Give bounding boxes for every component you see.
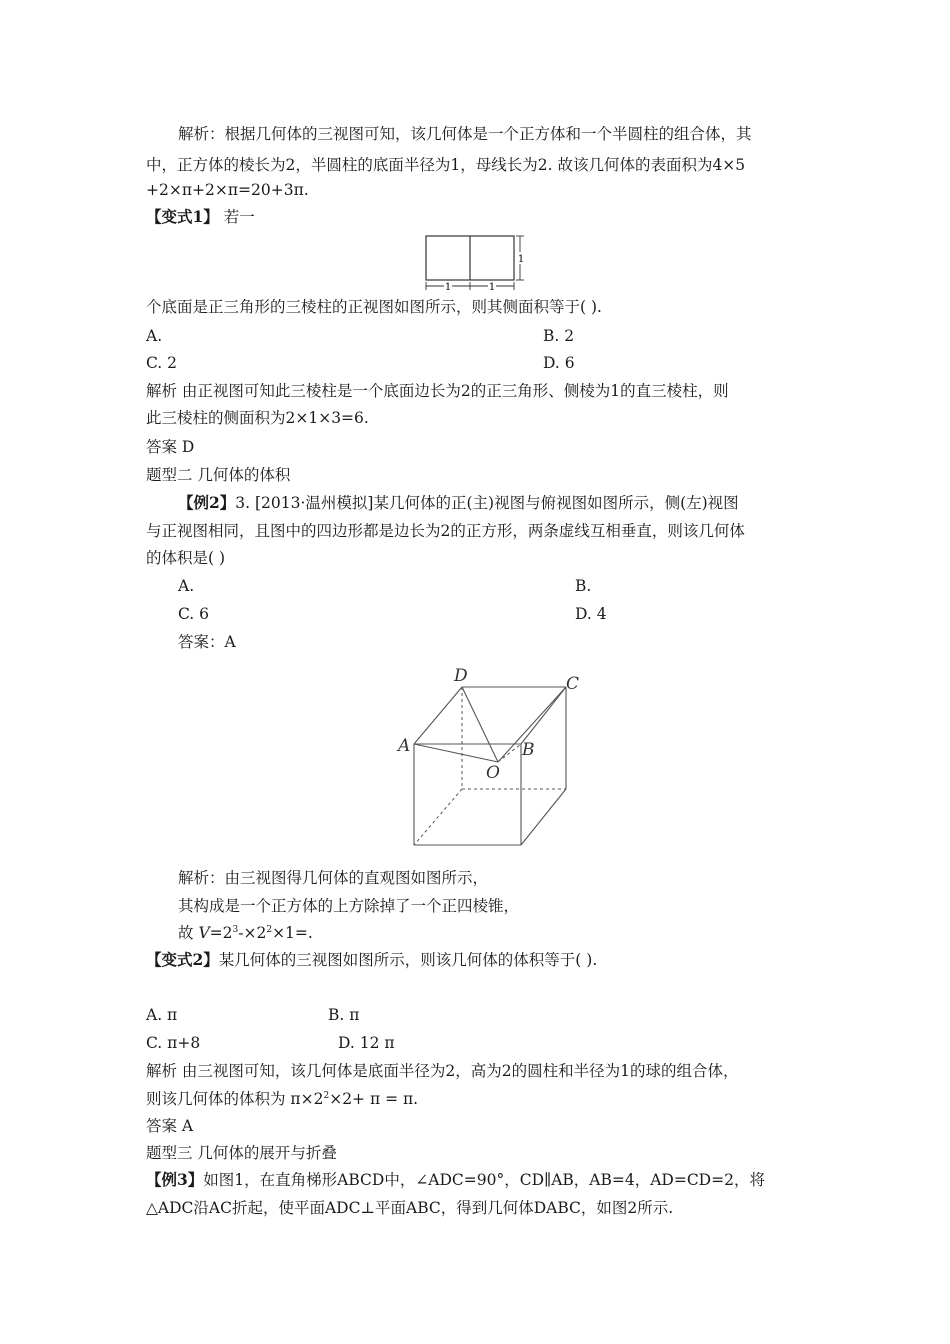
vertex-label-a: A	[398, 736, 411, 756]
example2-label: 【例2】	[178, 493, 236, 512]
variant2-option-a: A. π	[146, 1006, 178, 1024]
cube-pyramid-figure	[396, 665, 596, 850]
variant2-solution-line-1: 解析 由三视图可知，该几何体是底面半径为2，高为2的圆柱和半径为1的球的组合体，	[146, 1062, 739, 1080]
vertex-label-o: O	[486, 763, 500, 783]
analysis-line-3: +2×π+2×π=20+3π.	[146, 181, 309, 199]
variant1-solution-line-2: 此三棱柱的侧面积为2×1×3=6.	[146, 409, 369, 427]
variant2-option-c: C. π+8	[146, 1034, 201, 1052]
section-title-type3: 题型三 几何体的展开与折叠	[146, 1144, 337, 1162]
example2-solution-line-1: 解析：由三视图得几何体的直观图如图所示，	[178, 869, 489, 887]
variant1-option-a: A.	[146, 327, 163, 345]
variant1-heading	[146, 207, 255, 227]
variant1-label: 【变式1】	[146, 207, 219, 226]
vertex-label-d: D	[454, 666, 468, 686]
variant1-intro: 若一	[223, 208, 255, 226]
variant2-label: 【变式2】	[146, 950, 219, 969]
section-title-type2: 题型二 几何体的体积	[146, 466, 291, 484]
example2-option-c: C. 6	[178, 605, 210, 623]
variant2-answer: 答案 A	[146, 1117, 194, 1135]
example2-line-2: 与正视图相同，且图中的四边形都是边长为2的正方形，两条虚线互相垂直，则该几何体	[146, 522, 745, 540]
example3-label: 【例3】	[146, 1170, 204, 1189]
example2-solution-line-3: 故 $V=2^3-\times 2^2\times 1=$.	[178, 924, 313, 942]
vertex-label-c: C	[566, 674, 580, 694]
example2-answer: 答案：A	[178, 633, 236, 651]
example2-option-a: A.	[178, 577, 195, 595]
example2-solution-line-2: 其构成是一个正方体的上方除掉了一个正四棱锥，	[178, 897, 520, 915]
dim-label-bottom-left: 1	[444, 282, 452, 293]
variant2-option-b: B. π	[328, 1006, 360, 1024]
variant1-option-c: C. 2	[146, 354, 178, 372]
variant2-option-d: D. 12 π	[338, 1034, 395, 1052]
front-view-figure	[424, 234, 534, 294]
variant2-question: 【变式2】某几何体的三视图如图所示，则该几何体的体积等于( ).	[146, 950, 598, 969]
variant1-answer: 答案 D	[146, 438, 195, 456]
variant2-solution-line-2: 则该几何体的体积为 $\pi\times 2^2\times 2+ \pi = \pi$.	[146, 1090, 419, 1108]
variant1-question: 个底面是正三角形的三棱柱的正视图如图所示，则其侧面积等于( ).	[146, 298, 602, 316]
vertex-label-b: B	[522, 740, 535, 760]
example2-line-1: 【例2】3. [2013·温州模拟]某几何体的正(主)视图与俯视图如图所示，侧(左)视图	[178, 493, 739, 512]
example2-line-3: 的体积是( )	[146, 549, 226, 567]
variant1-solution-line-1: 解析 由正视图可知此三棱柱是一个底面边长为2的正三角形、侧棱为1的直三棱柱，则	[146, 382, 729, 400]
dim-label-side: 1	[517, 254, 525, 265]
variant1-option-b: B. 2	[543, 327, 575, 345]
example2-option-d: D. 4	[575, 605, 607, 623]
example3-line-2: △ADC沿AC折起，使平面ADC⊥平面ABC，得到几何体DABC，如图2所示.	[146, 1199, 674, 1217]
analysis-line-2: 中，正方体的棱长为2，半圆柱的底面半径为1，母线长为2. 故该几何体的表面积为4×5	[146, 156, 746, 174]
analysis-line-1: 解析：根据几何体的三视图可知，该几何体是一个正方体和一个半圆柱的组合体，其	[178, 125, 752, 143]
example2-option-b: B.	[575, 577, 592, 595]
variant1-option-d: D. 6	[543, 354, 575, 372]
example3-line-1: 【例3】如图1，在直角梯形ABCD中，∠ADC=90°，CD∥AB，AB=4，AD=CD=2，将	[146, 1170, 765, 1189]
dim-label-bottom-right: 1	[488, 282, 496, 293]
